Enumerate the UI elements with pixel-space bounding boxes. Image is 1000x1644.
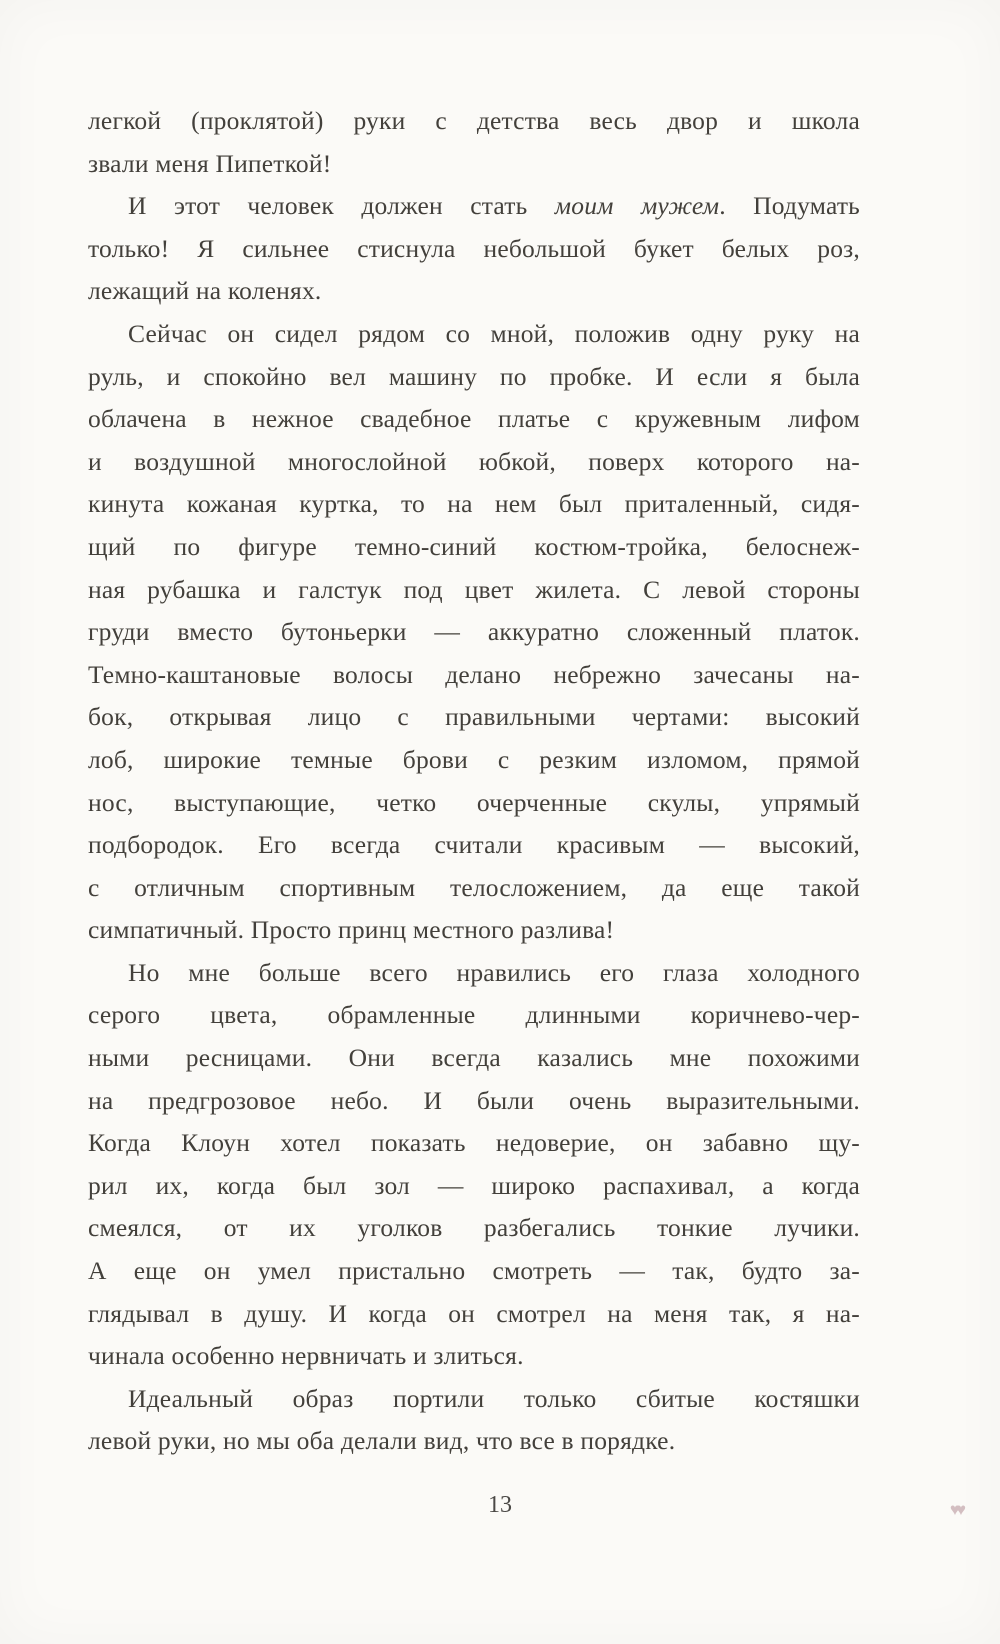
text-line: руль, и спокойно вел машину по пробке. И если я была bbox=[88, 361, 860, 391]
text-line: только! Я сильнее стиснула небольшой букет белых роз, bbox=[88, 233, 860, 263]
text-line: симпатичный. Просто принц местного разлива! bbox=[88, 915, 615, 945]
text-segment: И этот человек должен стать bbox=[128, 191, 555, 221]
text-line: Темно-каштановые волосы делано небрежно зачесаны на- bbox=[88, 659, 860, 689]
text-line: рил их, когда был зол — широко распахивал, а когда bbox=[88, 1170, 860, 1200]
paragraph bbox=[88, 313, 860, 952]
text-line: с отличным спортивным телосложением, да еще такой bbox=[88, 872, 860, 902]
text-line: лежащий на коленях. bbox=[88, 276, 322, 306]
page-text bbox=[88, 100, 860, 1463]
paragraph bbox=[88, 952, 860, 1378]
text-line: Идеальный образ портили только сбитые костяшки bbox=[128, 1383, 860, 1413]
text-line: Но мне больше всего нравились его глаза холодного bbox=[128, 957, 860, 987]
hearts-icon: ♥♥ bbox=[949, 1500, 962, 1519]
text-line: ная рубашка и галстук под цвет жилета. С левой стороны bbox=[88, 574, 860, 604]
text-line: лоб, широкие темные брови с резким изломом, прямой bbox=[88, 744, 860, 774]
text-line: А еще он умел пристально смотреть — так, будто за- bbox=[88, 1256, 860, 1286]
text-line: ными ресницами. Они всегда казались мне похожими bbox=[88, 1043, 860, 1073]
text-line: нос, выступающие, четко очерченные скулы, упрямый bbox=[88, 787, 860, 817]
text-line: на предгрозовое небо. И были очень выразительными. bbox=[88, 1085, 860, 1115]
text-line: щий по фигуре темно-синий костюм-тройка, белоснеж- bbox=[88, 531, 860, 561]
text-line: подбородок. Его всегда считали красивым — высокий, bbox=[88, 830, 860, 860]
paragraph bbox=[88, 100, 860, 185]
text-line: груди вместо бутоньерки — аккуратно сложенный платок. bbox=[88, 617, 860, 647]
text-line: облачена в нежное свадебное платье с кружевным лифом bbox=[88, 404, 860, 434]
paragraph bbox=[88, 1378, 860, 1463]
italic-phrase: моим мужем bbox=[554, 191, 720, 221]
paragraph bbox=[88, 185, 860, 313]
text-line: Сейчас он сидел рядом со мной, положив одну руку на bbox=[128, 318, 860, 348]
text-line: бок, открывая лицо с правильными чертами: высокий bbox=[88, 702, 860, 732]
text-line bbox=[88, 185, 860, 228]
text-line: чинала особенно нервничать и злиться. bbox=[88, 1341, 524, 1371]
text-line: звали меня Пипеткой! bbox=[88, 148, 332, 178]
text-line: глядывал в душу. И когда он смотрел на меня так, я на- bbox=[88, 1298, 860, 1328]
text-line: серого цвета, обрамленные длинными коричнево-чер- bbox=[88, 1000, 860, 1030]
text-line: Когда Клоун хотел показать недоверие, он забавно щу- bbox=[88, 1128, 860, 1158]
page-number: 13 bbox=[488, 1492, 512, 1518]
text-line: легкой (проклятой) руки с детства весь двор и школа bbox=[88, 106, 860, 135]
text-line: кинута кожаная куртка, то на нем был приталенный, сидя- bbox=[88, 489, 860, 519]
text-line: и воздушной многослойной юбкой, поверх которого на- bbox=[88, 446, 860, 476]
text-line: левой руки, но мы оба делали вид, что все в порядке. bbox=[88, 1426, 676, 1456]
text-line: смеялся, от их уголков разбегались тонкие лучики. bbox=[88, 1213, 860, 1243]
text-segment: . Подумать bbox=[719, 191, 860, 221]
